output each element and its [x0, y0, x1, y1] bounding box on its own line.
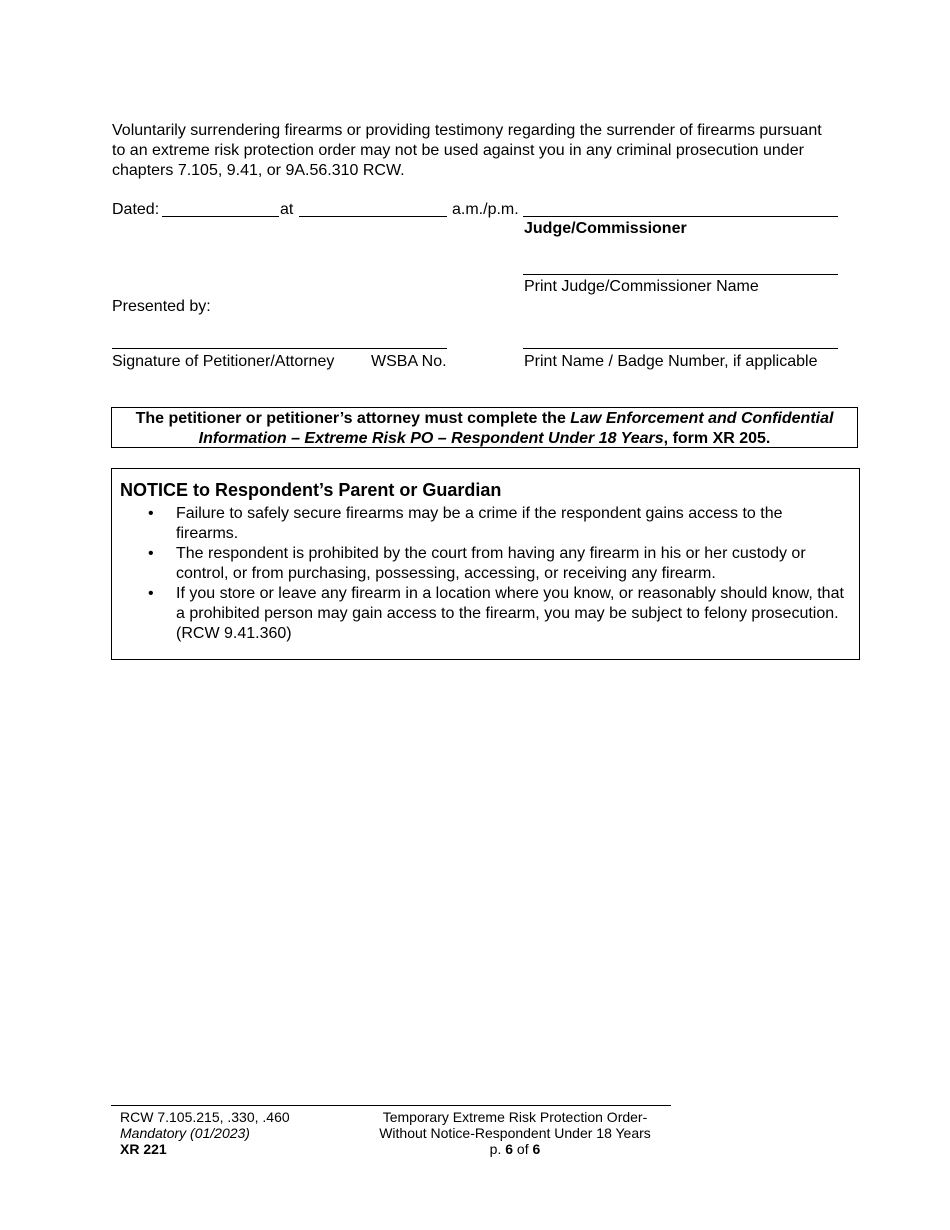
bullet-icon: •	[148, 585, 154, 602]
list-item	[112, 504, 857, 544]
dated-line[interactable]	[162, 216, 279, 217]
bullet-icon: •	[148, 545, 154, 562]
judge-signature-line[interactable]	[523, 216, 838, 217]
notice-item-text: The respondent is prohibited by the court from having any firearm in his or her custody or control, or from purchasing, possessing, accessing, or receiving any firearm.	[176, 545, 806, 582]
print-name-label: Print Name / Badge Number, if applicable	[524, 353, 818, 370]
time-line[interactable]	[299, 216, 447, 217]
footer-divider	[111, 1105, 671, 1106]
notice-title: NOTICE to Respondent’s Parent or Guardian	[120, 480, 502, 500]
notice-box	[111, 468, 860, 660]
instruction-text-1: The petitioner or petitioner’s attorney must complete the	[135, 410, 571, 427]
petitioner-signature-line[interactable]	[112, 348, 447, 349]
ampm-label: a.m./p.m.	[452, 201, 519, 218]
notice-item-text: If you store or leave any firearm in a location where you know, or reasonably should know, that a prohibited person may gain access to the firearm, you may be subject to felony prosecution. (RCW 9.41.360)	[176, 585, 844, 642]
footer-title-line-2: Without Notice-Respondent Under 18 Years	[379, 1125, 651, 1141]
instruction-form-title: Law Enforcement and Confidential Information – Extreme Risk PO – Respondent Under 18 Years	[198, 410, 834, 447]
footer-page-number	[360, 1141, 670, 1157]
bullet-icon: •	[148, 505, 154, 522]
instruction-text-2: , form XR 205.	[663, 430, 771, 447]
page-total: 6	[532, 1141, 541, 1157]
footer-mandatory: Mandatory (01/2023)	[120, 1125, 250, 1141]
at-label: at	[280, 201, 294, 218]
footer-title-line-1: Temporary Extreme Risk Protection Order-	[382, 1109, 648, 1125]
intro-paragraph: Voluntarily surrendering firearms or providing testimony regarding the surrender of firearms pursuant to an extreme risk protection order may not be used against you in any criminal prosecution under chapters 7.105, 9.41, or 9A.56.310 RCW.	[112, 122, 822, 179]
footer-form-number: XR 221	[120, 1141, 167, 1157]
dated-label: Dated:	[112, 201, 160, 218]
notice-item-text: Failure to safely secure firearms may be a crime if the respondent gains access to the firearms.	[176, 505, 783, 542]
judge-label: Judge/Commissioner	[524, 220, 687, 237]
presented-by-label: Presented by:	[112, 298, 211, 315]
print-name-line[interactable]	[523, 348, 838, 349]
list-item	[112, 544, 857, 584]
instruction-box	[111, 407, 858, 448]
notice-list	[112, 504, 857, 644]
page-prefix: p.	[489, 1141, 506, 1157]
page-current: 6	[505, 1141, 514, 1157]
footer-rcw: RCW 7.105.215, .330, .460	[120, 1109, 290, 1125]
wsba-label: WSBA No.	[371, 353, 447, 370]
list-item	[112, 584, 857, 644]
page-of: of	[513, 1141, 533, 1157]
print-judge-label: Print Judge/Commissioner Name	[524, 278, 759, 295]
print-judge-line[interactable]	[523, 274, 838, 275]
petitioner-signature-label: Signature of Petitioner/Attorney	[112, 353, 335, 370]
